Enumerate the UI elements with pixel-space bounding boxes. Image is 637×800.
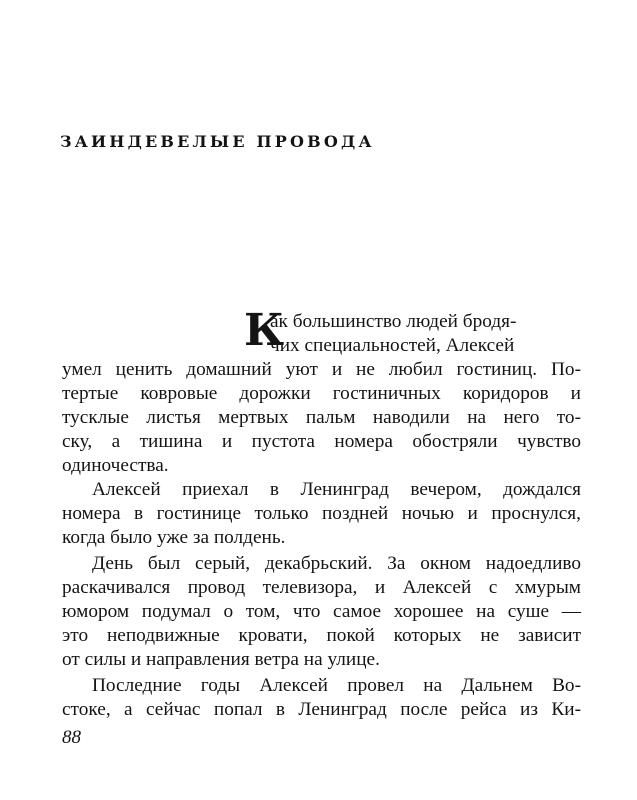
chapter-title: ЗАИНДЕВЕЛЫЕ ПРОВОДА	[60, 132, 375, 151]
text-line: тертые ковровые дорожки гостиничных коридоров и	[62, 383, 581, 404]
text-line: Последние годы Алексей провел на Дальнем Во-	[92, 675, 581, 696]
text-line: День был серый, декабрьский. За окном надоедливо	[92, 553, 581, 574]
text-line: ску, а тишина и пустота номера обостряли чувство	[62, 431, 581, 452]
text-line: это неподвижные кровати, покой которых не зависит	[62, 625, 581, 646]
text-line: юмором подумал о том, что самое хорошее на суше —	[62, 601, 581, 622]
text-line: раскачивался провод телевизора, и Алексей с хмурым	[62, 577, 581, 598]
text-line: когда было уже за полдень.	[62, 527, 286, 548]
text-line: тусклые листья мертвых пальм наводили на него то-	[62, 407, 581, 428]
page-number: 88	[62, 727, 81, 748]
text-line: Алексей приехал в Ленинград вечером, дождался	[92, 479, 581, 500]
text-line: стоке, а сейчас попал в Ленинград после рейса из Ки-	[62, 699, 581, 720]
drop-cap-letter: К	[244, 305, 285, 356]
text-line: от силы и направления ветра на улице.	[62, 649, 380, 670]
text-line: номера в гостинице только поздней ночью и проснулся,	[62, 503, 581, 524]
text-line: чих специальностей, Алексей	[270, 335, 515, 356]
text-line: одиночества.	[62, 455, 169, 476]
text-line: ак большинство людей бродя-	[270, 311, 517, 332]
text-line: умел ценить домашний уют и не любил гостиниц. По-	[62, 359, 581, 380]
